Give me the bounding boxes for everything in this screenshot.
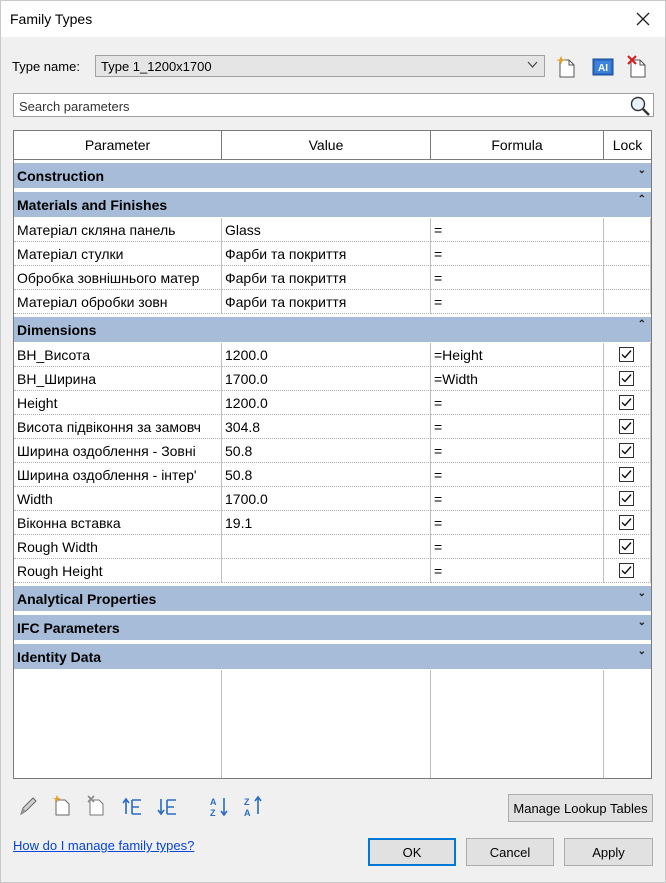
checkmark-icon (620, 444, 633, 457)
group-label: Materials and Finishes (17, 197, 168, 213)
parameter-formula-cell[interactable]: = (431, 487, 604, 511)
parameter-name-cell[interactable]: Rough Height (14, 559, 222, 583)
lock-checkbox[interactable] (619, 539, 634, 554)
column-header-value[interactable]: Value (222, 131, 431, 160)
parameter-lock-cell (604, 266, 651, 290)
parameter-formula-cell[interactable]: = (431, 290, 604, 314)
parameter-lock-cell (604, 218, 651, 242)
help-link[interactable]: How do I manage family types? (13, 838, 195, 853)
lock-checkbox[interactable] (619, 515, 634, 530)
parameter-formula-cell[interactable]: = (431, 218, 604, 242)
parameter-value-cell[interactable]: 50.8 (222, 463, 431, 487)
search-input[interactable] (17, 95, 621, 117)
parameter-row (14, 439, 651, 463)
parameter-value-cell[interactable] (222, 559, 431, 583)
parameter-formula-cell[interactable]: = (431, 266, 604, 290)
parameter-name-cell[interactable]: Обробка зовнішнього матер (14, 266, 222, 290)
move-down-button[interactable] (156, 794, 178, 818)
parameter-value-cell[interactable]: 1700.0 (222, 487, 431, 511)
parameter-formula-cell[interactable]: = (431, 463, 604, 487)
parameter-name-cell[interactable]: Висота підвіконня за замовч (14, 415, 222, 439)
parameter-value-cell[interactable]: 1200.0 (222, 391, 431, 415)
parameter-name-cell[interactable]: Height (14, 391, 222, 415)
parameter-lock-cell (604, 559, 651, 583)
sort-descending-icon (243, 794, 265, 818)
type-name-dropdown[interactable] (95, 55, 545, 77)
parameter-row (14, 218, 651, 242)
parameter-name-cell[interactable]: Матеріал стулки (14, 242, 222, 266)
parameters-grid (13, 130, 652, 779)
new-type-button[interactable] (555, 55, 579, 79)
group-construction[interactable] (14, 163, 651, 188)
parameter-lock-cell (604, 391, 651, 415)
parameter-row (14, 463, 651, 487)
parameter-row (14, 242, 651, 266)
parameter-row (14, 535, 651, 559)
parameter-formula-cell[interactable]: = (431, 242, 604, 266)
close-icon (636, 12, 650, 26)
parameter-value-cell[interactable] (222, 535, 431, 559)
collapse-icon: ⌃ (637, 194, 646, 205)
lock-checkbox[interactable] (619, 491, 634, 506)
column-header-parameter[interactable]: Parameter (14, 131, 222, 160)
parameter-formula-cell[interactable]: = (431, 439, 604, 463)
checkmark-icon (620, 540, 633, 553)
column-header-lock[interactable]: Lock (604, 131, 651, 160)
lock-checkbox[interactable] (619, 563, 634, 578)
close-button[interactable] (631, 7, 655, 31)
parameter-formula-cell[interactable]: = (431, 391, 604, 415)
manage-lookup-tables-button[interactable]: Manage Lookup Tables (508, 794, 653, 822)
checkmark-icon (620, 348, 633, 361)
parameter-row (14, 367, 651, 391)
column-header-formula[interactable]: Formula (431, 131, 604, 160)
svg-text:A: A (244, 808, 251, 818)
parameter-row (14, 487, 651, 511)
parameter-lock-cell (604, 242, 651, 266)
expand-icon: ⌄ (637, 588, 646, 599)
parameter-value-cell[interactable]: Фарби та покриття (222, 290, 431, 314)
parameter-formula-cell[interactable]: =Height (431, 343, 604, 367)
parameter-name-cell[interactable]: ВН_Ширина (14, 367, 222, 391)
lock-checkbox[interactable] (619, 371, 634, 386)
search-icon (629, 95, 651, 117)
parameter-lock-cell (604, 511, 651, 535)
parameter-lock-cell (604, 367, 651, 391)
parameter-value-cell[interactable]: 304.8 (222, 415, 431, 439)
delete-parameter-button[interactable] (86, 794, 108, 818)
pencil-icon (17, 794, 39, 818)
move-down-icon (156, 794, 178, 818)
search-button[interactable] (629, 95, 651, 117)
apply-button[interactable]: Apply (564, 838, 653, 866)
move-up-button[interactable] (121, 794, 143, 818)
parameter-value-cell[interactable]: 50.8 (222, 439, 431, 463)
parameter-row (14, 415, 651, 439)
parameter-name-cell[interactable]: ВН_Висота (14, 343, 222, 367)
empty-column-divider (603, 670, 604, 779)
new-parameter-button[interactable] (52, 794, 74, 818)
svg-text:Z: Z (244, 797, 250, 807)
type-name-label: Type name: (12, 59, 80, 74)
group-identity-data[interactable] (14, 644, 651, 669)
group-label: Identity Data (17, 649, 102, 665)
new-parameter-icon (52, 794, 74, 818)
parameter-lock-cell (604, 290, 651, 314)
svg-text:AI: AI (598, 63, 608, 74)
group-label: Analytical Properties (17, 591, 157, 607)
parameter-lock-cell (604, 439, 651, 463)
rename-type-button[interactable] (591, 55, 615, 79)
title-bar (1, 1, 665, 37)
parameter-row (14, 391, 651, 415)
checkmark-icon (620, 516, 633, 529)
parameter-row (14, 290, 651, 314)
checkmark-icon (620, 492, 633, 505)
expand-icon: ⌄ (637, 165, 646, 176)
delete-parameter-icon (86, 794, 108, 818)
lock-checkbox[interactable] (619, 419, 634, 434)
cancel-button[interactable]: Cancel (466, 838, 554, 866)
parameter-row (14, 559, 651, 583)
type-name-value: Type 1_1200x1700 (101, 59, 212, 74)
parameter-value-cell[interactable]: Фарби та покриття (222, 242, 431, 266)
parameter-name-cell[interactable]: Віконна вставка (14, 511, 222, 535)
group-dimensions[interactable] (14, 317, 651, 342)
checkmark-icon (620, 372, 633, 385)
parameter-name-cell[interactable]: Ширина оздоблення - Зовні (14, 439, 222, 463)
ok-button[interactable]: OK (368, 838, 456, 866)
checkmark-icon (620, 396, 633, 409)
group-label: Construction (17, 168, 105, 184)
lock-checkbox[interactable] (619, 443, 634, 458)
checkmark-icon (620, 420, 633, 433)
parameter-name-cell[interactable]: Width (14, 487, 222, 511)
sort-descending-button[interactable] (243, 794, 265, 818)
parameter-formula-cell[interactable]: = (431, 415, 604, 439)
chevron-down-icon (527, 61, 538, 69)
svg-text:A: A (210, 797, 217, 807)
group-analytical-properties[interactable] (14, 586, 651, 611)
expand-icon: ⌄ (637, 617, 646, 628)
parameter-lock-cell (604, 535, 651, 559)
group-label: IFC Parameters (17, 620, 120, 636)
parameter-name-cell[interactable]: Матеріал обробки зовн (14, 290, 222, 314)
checkmark-icon (620, 468, 633, 481)
parameter-value-cell[interactable]: Glass (222, 218, 431, 242)
delete-type-button[interactable] (626, 55, 650, 79)
collapse-icon: ⌃ (637, 319, 646, 330)
parameter-name-cell[interactable]: Rough Width (14, 535, 222, 559)
parameter-formula-cell[interactable]: = (431, 511, 604, 535)
window-title: Family Types (10, 11, 93, 27)
parameter-lock-cell (604, 415, 651, 439)
move-up-icon (121, 794, 143, 818)
empty-column-divider (430, 670, 431, 779)
edit-parameter-button[interactable] (17, 794, 39, 818)
expand-icon: ⌄ (637, 646, 646, 657)
parameter-name-cell[interactable]: Ширина оздоблення - інтер' (14, 463, 222, 487)
search-box (13, 93, 654, 117)
parameter-value-cell[interactable]: Фарби та покриття (222, 266, 431, 290)
lock-checkbox[interactable] (619, 347, 634, 362)
empty-column-divider (221, 670, 222, 779)
checkmark-icon (620, 564, 633, 577)
rename-icon (591, 55, 615, 79)
parameter-value-cell[interactable]: 1700.0 (222, 367, 431, 391)
parameter-row (14, 266, 651, 290)
parameter-value-cell[interactable]: 1200.0 (222, 343, 431, 367)
parameter-row (14, 343, 651, 367)
group-label: Dimensions (17, 322, 97, 338)
delete-type-icon (626, 55, 650, 79)
parameter-row (14, 511, 651, 535)
parameter-lock-cell (604, 343, 651, 367)
new-type-icon (555, 55, 579, 79)
lock-checkbox[interactable] (619, 467, 634, 482)
sort-ascending-icon (209, 794, 231, 818)
parameter-value-cell[interactable]: 19.1 (222, 511, 431, 535)
parameter-lock-cell (604, 463, 651, 487)
parameter-lock-cell (604, 487, 651, 511)
parameter-formula-cell[interactable]: = (431, 535, 604, 559)
parameter-formula-cell[interactable]: =Width (431, 367, 604, 391)
sort-ascending-button[interactable] (209, 794, 231, 818)
lock-checkbox[interactable] (619, 395, 634, 410)
svg-text:Z: Z (210, 808, 216, 818)
group-materials-and-finishes[interactable] (14, 192, 651, 217)
parameter-formula-cell[interactable]: = (431, 559, 604, 583)
group-ifc-parameters[interactable] (14, 615, 651, 640)
parameter-name-cell[interactable]: Матеріал скляна панель (14, 218, 222, 242)
